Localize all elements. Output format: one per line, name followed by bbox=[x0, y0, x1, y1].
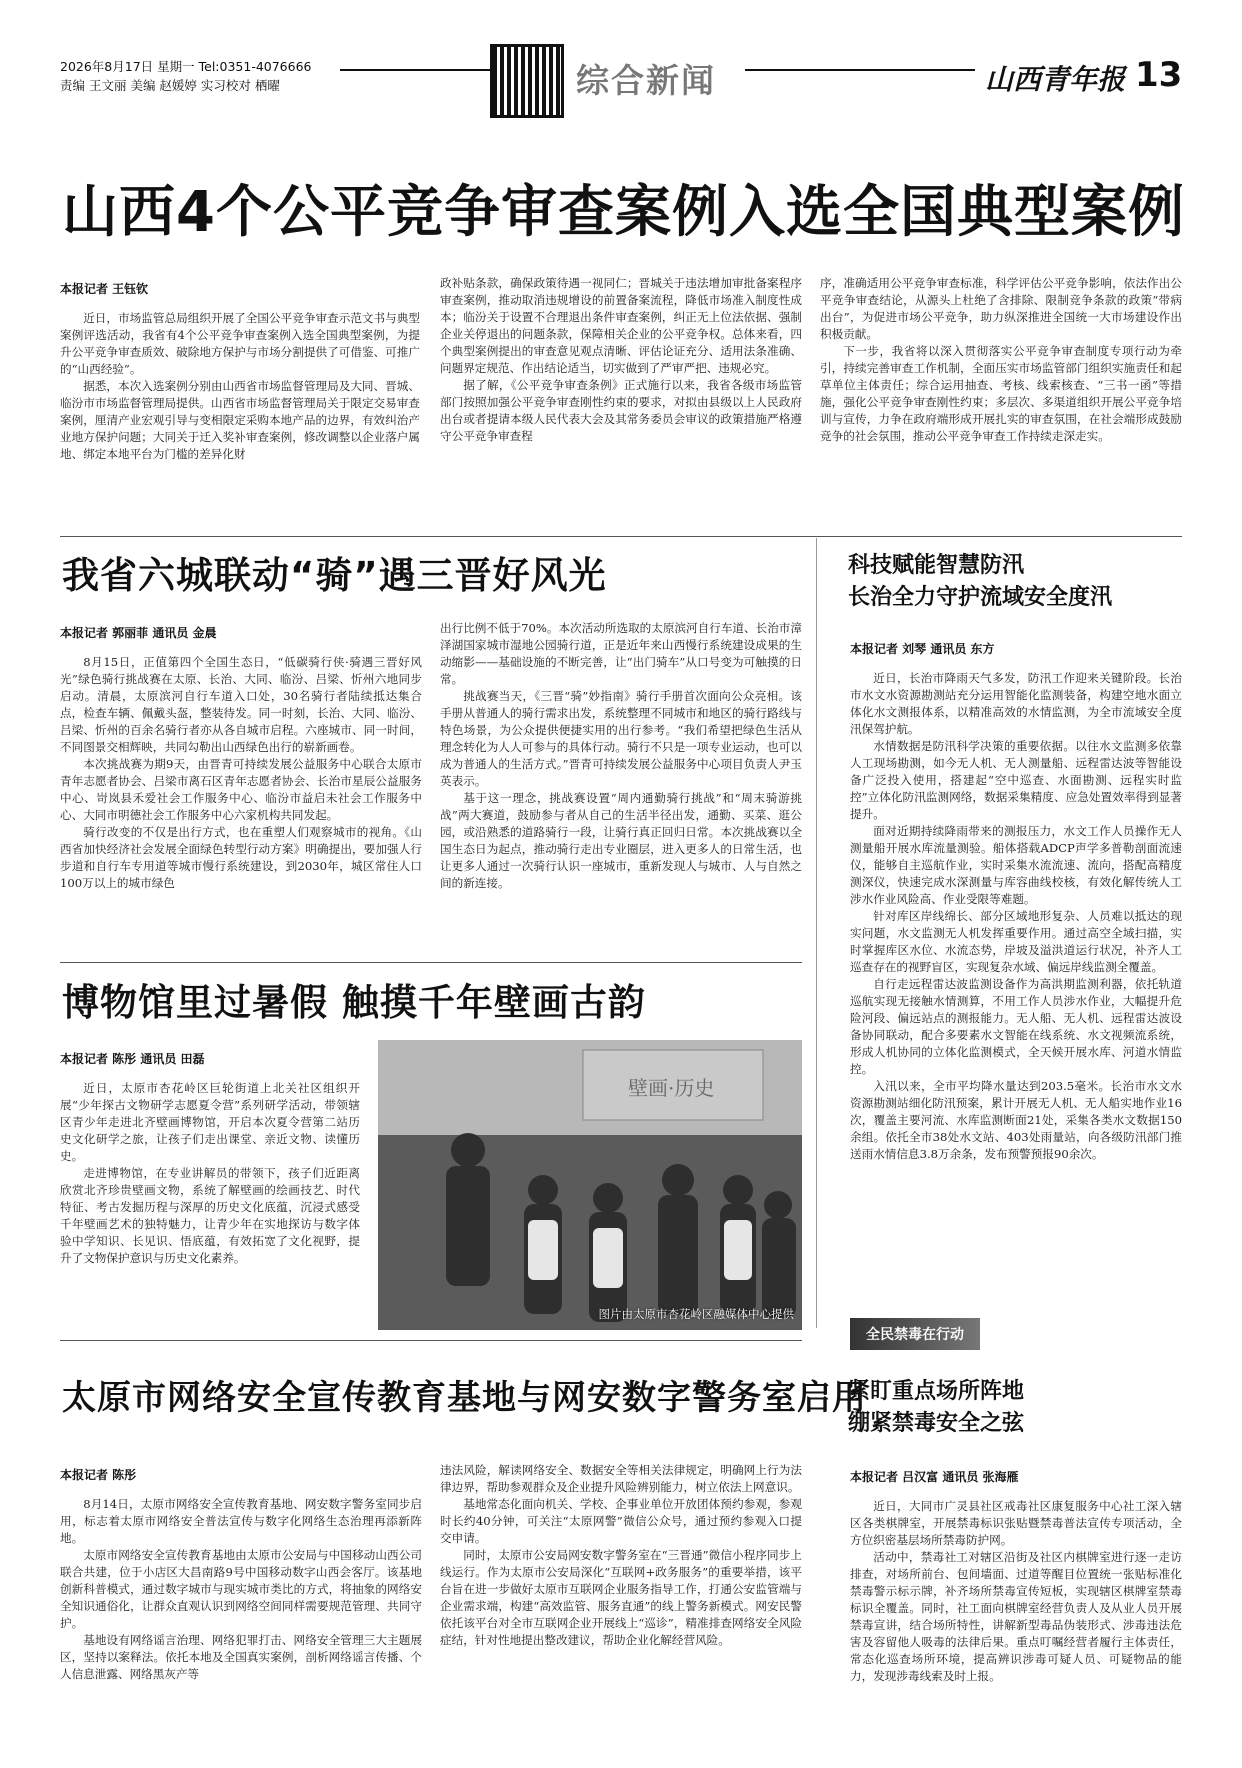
headline-museum: 博物馆里过暑假 触摸千年壁画古韵 bbox=[62, 981, 646, 1024]
byline: 本报记者 陈彤 bbox=[60, 1468, 137, 1482]
divider bbox=[60, 962, 802, 963]
article-column bbox=[440, 1462, 802, 1748]
paragraph: 近日，长治市降雨天气多发，防汛工作迎来关键阶段。长治市水文水资源勘测站充分运用智能化监测装备，构建空地水面立体化水文测报体系，以精准高效的水情监测，为全市流域安全度汛保驾护航。 bbox=[850, 671, 1182, 736]
byline: 本报记者 刘琴 通讯员 东方 bbox=[850, 642, 995, 656]
photo-caption: 图片由太原市杏花岭区融媒体中心提供 bbox=[598, 1307, 794, 1321]
article-column bbox=[440, 620, 802, 956]
article-column bbox=[440, 275, 802, 528]
wall-text: 壁画·历史 bbox=[628, 1076, 715, 1100]
paragraph: 据悉，本次入选案例分别由山西省市场监督管理局及大同、晋城、临汾市市场监督管理局提供。山西省市场监督管理局关于限定交易审查案例，厘清产业宏观引导与变相限定采购本地产品的边界，有效纠治产业地方保护问题；大同关于迁入奖补审查案例，修改调整以企业落户属地、绑定本地平台为门槛的差异化财 bbox=[60, 379, 420, 461]
qr-code[interactable] bbox=[490, 44, 564, 118]
header-rule-right bbox=[745, 69, 975, 71]
date-line: 2026年8月17日 星期一 Tel:0351-4076666 bbox=[60, 59, 312, 74]
paragraph: 骑行改变的不仅是出行方式，也在重塑人们观察城市的视角。《山西省加快经济社会发展全面绿色转型行动方案》明确提出，要加强人行步道和自行车专用道等城市慢行系统建设，到2030年，城区常住人口100万以上的城市绿色 bbox=[60, 825, 422, 890]
column-rule bbox=[816, 538, 817, 1328]
masthead-logo: 山西青年报 bbox=[985, 63, 1126, 96]
byline: 本报记者 王钰钦 bbox=[60, 282, 149, 296]
paragraph: 自行走远程雷达波监测设备作为高洪期监测利器，依托轨道巡航实现无接触水情测算，不用工作人员涉水作业，大幅提升危险河段、偏远站点的测报能力。无人船、无人机、远程雷达波设备协同联动，配合多要素水文智能在线系统、水文视频流系统，形成人机协同的立体化监测模式，全天候开展水库、河道水情监控。 bbox=[850, 977, 1182, 1076]
paragraph: 同时，太原市公安局网安数字警务室在“三晋通”微信小程序同步上线运行。作为太原市公安局深化“互联网+政务服务”的重要举措，该平台旨在进一步做好太原市互联网企业服务指导工作，打通公安监管端与企业需求端，构建“高效监管、服务直通”的线上警务新模式。网安民警依托该平台对全市互联网企业开展线上“巡诊”，精准排查网络安全风险症结，针对性地提出整改建议，帮助企业化解经营风险。 bbox=[440, 1548, 802, 1647]
paragraph: 水情数据是防汛科学决策的重要依据。以往水文监测多依靠人工现场勘测，如今无人机、无人测量船、远程雷达波等智能设备广泛投入使用，搭建起“空中巡查、水面勘测、远程实时监控”立体化防汛监测网络，数据采集精度、应急处置效率得到显著提升。 bbox=[850, 739, 1182, 821]
paragraph: 8月14日，太原市网络安全宣传教育基地、网安数字警务室同步启用，标志着太原市网络安全普法宣传与数字化网络生态治理再添新阵地。 bbox=[60, 1497, 422, 1545]
header-rule-left bbox=[340, 69, 490, 71]
paragraph: 针对库区岸线绵长、部分区域地形复杂、人员难以抵达的现实问题，水文监测无人机发挥重要作用。通过高空全域扫描，实时掌握库区水位、水流态势，岸坡及溢洪道运行状况，补齐人工巡查存在的视野盲区，实现复杂水域、偏远岸线监测全覆盖。 bbox=[850, 909, 1182, 974]
paragraph: 本次挑战赛为期9天，由晋青可持续发展公益服务中心联合太原市青年志愿者协会、吕梁市离石区青年志愿者协会、长治市星辰公益服务中心、岢岚县禾爱社会工作服务中心、临汾市益启未社会工作服务中心、大同市明德社会工作服务中心六家机构共同发起。 bbox=[60, 757, 422, 822]
headline-fair-competition: 山西4个公平竞争审查案例入选全国典型案例 bbox=[62, 180, 1185, 245]
paragraph: 违法风险，解读网络安全、数据安全等相关法律规定，明确网上行为法律边界，帮助参观群众及企业提升风险辨别能力，树立依法上网意识。 bbox=[440, 1463, 802, 1494]
paragraph: 下一步，我省将以深入贯彻落实公平竞争审查制度专项行动为牵引，持续完善审查工作机制，全面压实市场监管部门组织实施责任和起草单位主体责任；综合运用抽查、考核、线索核查、“三书一函”等措施，强化公平竞争审查刚性约束；多层次、多渠道组织开展公平竞争培训与宣传，力争在政府端形成开展扎实的审查氛围，在社会端形成鼓励竞争的社会氛围，推动公平竞争审查工作持续走深走实。 bbox=[820, 344, 1182, 443]
article-column bbox=[850, 1498, 1182, 1748]
divider bbox=[60, 536, 1182, 537]
page-number: 13 bbox=[1135, 55, 1183, 95]
paragraph: 序，准确适用公平竞争审查标准，科学评估公平竞争影响，依法作出公平竞争审查结论，从源头上杜绝了含排除、限制竞争条款的政策“带病出台”，为促进市场公平竞争，助力纵深推进全国统一大市场建设作出积极贡献。 bbox=[820, 276, 1182, 341]
article-column bbox=[820, 275, 1182, 528]
paragraph: 活动中，禁毒社工对辖区沿街及社区内棋牌室进行逐一走访排查，对场所前台、包间墙面、过道等醒目位置统一张贴标准化禁毒警示标示牌，补齐场所禁毒宣传短板，实现辖区棋牌室禁毒标识全覆盖。同时，社工面向棋牌室经营负责人及从业人员开展禁毒宣讲，结合场所特性，讲解新型毒品伪装形式、涉毒违法危害及容留他人吸毒的法律后果。重点叮嘱经营者履行主体责任，常态化巡查场所环境，提高辨识涉毒可疑人员、可疑物品的能力，发现涉毒线索及时上报。 bbox=[850, 1550, 1182, 1683]
article-column bbox=[850, 670, 1182, 1322]
paragraph: 近日，市场监管总局组织开展了全国公平竞争审查示范文书与典型案例评选活动，我省有4个公平竞争审查案例入选全国典型案例，为提升公平竞争审查质效、破除地方保护与市场分割提供了可借鉴、可推广的“山西经验”。 bbox=[60, 311, 420, 376]
paragraph: 基地常态化面向机关、学校、企事业单位开放团体预约参观，参观时长约40分钟，可关注“太原网警”微信公众号，通过预约参观入口提交申请。 bbox=[440, 1497, 802, 1545]
article-column bbox=[60, 654, 422, 956]
paragraph: 面对近期持续降雨带来的测报压力，水文工作人员操作无人测量船开展水库流量测验。船体搭载ADCP声学多普勒剖面流速仪，能够自主巡航作业，实时采集水流流速、流向，搭配高精度测深仪，快速完成水深测量与库容曲线校核，有效化解传统人工涉水作业风险高、作业受限等难题。 bbox=[850, 824, 1182, 906]
paragraph: 近日，大同市广灵县社区戒毒社区康复服务中心社工深入辖区各类棋牌室，开展禁毒标识张贴暨禁毒普法宣传专项活动，全方位织密基层场所禁毒防护网。 bbox=[850, 1499, 1182, 1547]
paragraph: 走进博物馆，在专业讲解员的带领下，孩子们近距离欣赏北齐珍贵壁画文物，系统了解壁画的绘画技艺、时代特征、考古发掘历程与深厚的历史文化底蕴，沉浸式感受千年壁画艺术的独特魅力，让青少年在实地探访与数字体验中学知识、长见识、悟底蕴，有效拓宽了文化视野，提升了文物保护意识与历史文化素养。 bbox=[60, 1166, 360, 1265]
paragraph: 据了解，《公平竞争审查条例》正式施行以来，我省各级市场监管部门按照加强公平竞争审查刚性约束的要求，对拟由县级以上人民政府出台或者提请本级人民代表大会及其常务委员会审议的政策措施严格遵守公平竞争审查程 bbox=[440, 378, 802, 443]
headline-flood-line2: 长治全力守护流域安全度汛 bbox=[848, 585, 1113, 610]
museum-photo-illustration bbox=[378, 1040, 802, 1330]
museum-photo bbox=[378, 1040, 802, 1330]
editors-line: 责编 王文丽 美编 赵媛婷 实习校对 栖曜 bbox=[60, 78, 280, 93]
headline-anti-drug-line1: 紧盯重点场所阵地 bbox=[848, 1379, 1025, 1404]
paragraph: 基地设有网络谣言治理、网络犯罪打击、网络安全管理三大主题展区，坚持以案释法。依托本地及全国真实案例，剖析网络谣言传播、个人信息泄露、网络黑灰产等 bbox=[60, 1633, 422, 1681]
paragraph: 出行比例不低于70%。本次活动所选取的太原滨河自行车道、长治市漳泽湖国家城市湿地公园骑行道，正是近年来山西慢行系统建设成果的生动缩影——基础设施的不断完善，让“出门骑车”从口号变为可触摸的日常。 bbox=[440, 621, 802, 686]
article-column bbox=[60, 310, 420, 528]
byline: 本报记者 郭丽菲 通讯员 金晨 bbox=[60, 626, 217, 640]
headline-cyber-security: 太原市网络安全宣传教育基地与网安数字警务室启用 bbox=[62, 1378, 867, 1418]
paragraph: 8月15日，正值第四个全国生态日，“低碳骑行侠·骑遇三晋好风光”绿色骑行挑战赛在太原、长治、大同、临汾、吕梁、忻州六地同步启动。清晨，太原滨河自行车道入口处，30名骑行者陆续抵达集合点，检查车辆、佩戴头盔，整装待发。同一时刻，长治、大同、临汾、吕梁、忻州的百余名骑行者亦从各自城市启程。六座城市、同一时间，不同图景交相辉映，共同勾勒出山西绿色出行的崭新画卷。 bbox=[60, 655, 422, 754]
paragraph: 近日，太原市杏花岭区巨轮街道上北关社区组织开展“少年探古文物研学志愿夏令营”系列研学活动，带领辖区青少年走进北齐壁画博物馆，开启本次夏令营第二站历史文化研学之旅，让孩子们走出课堂、亲近文物、读懂历史。 bbox=[60, 1081, 360, 1163]
anti-drug-tag: 全民禁毒在行动 bbox=[850, 1318, 980, 1350]
paragraph: 政补贴条款，确保政策待遇一视同仁；晋城关于违法增加审批备案程序审查案例，推动取消违规增设的前置备案流程，降低市场准入制度性成本；临汾关于设置不合理退出条件审查案例，纠正无上位法依据、强制企业关停退出的问题条款，保障相关企业的公平竞争权。总体来看，四个典型案例提出的审查意见观点清晰、评估论证充分、适用法条准确、问题界定规范、作出结论适当，切实做到了严审严把、违规必究。 bbox=[440, 276, 802, 375]
headline-cycling: 我省六城联动“骑”遇三晋好风光 bbox=[62, 554, 607, 597]
paragraph: 入汛以来，全市平均降水量达到203.5毫米。长治市水文水资源勘测站细化防汛预案，累计开展无人机、无人船实地作业16次，覆盖主要河流、水库监测断面21处，采集各类水文数据150余组。依托全市38处水文站、403处雨量站，向各级防汛部门推送雨水情信息3.8万余条，发布预警预报90余次。 bbox=[850, 1079, 1182, 1161]
divider bbox=[60, 1340, 802, 1341]
article-column bbox=[60, 1496, 422, 1748]
byline: 本报记者 吕汉富 通讯员 张海雁 bbox=[850, 1470, 1019, 1484]
paragraph: 基于这一理念，挑战赛设置“周内通勤骑行挑战”和“周末骑游挑战”两大赛道，鼓励参与者从自己的生活半径出发，通勤、买菜、逛公园，或沿熟悉的道路骑行一段，让骑行真正回归日常。本次挑战赛以全国生态日为起点，推动骑行走出专业圈层，进入更多人的日常生活，也让更多人通过一次骑行认识一座城市，重新发现人与城市、人与自然之间的新连接。 bbox=[440, 791, 802, 890]
byline: 本报记者 陈彤 通讯员 田磊 bbox=[60, 1052, 205, 1066]
section-title: 综合新闻 bbox=[576, 61, 716, 100]
paragraph: 太原市网络安全宣传教育基地由太原市公安局与中国移动山西公司联合共建，位于小店区大昌南路9号中国移动数字山西会客厅。该基地创新科普模式，通过数字城市与现实城市类比的方式，将抽象的网络安全知识通俗化，让群众直观认识到网络空间同样需要规范管理、共同守护。 bbox=[60, 1548, 422, 1630]
paragraph: 挑战赛当天，《三晋“骑”妙指南》骑行手册首次面向公众亮相。该手册从普通人的骑行需求出发，系统整理不同城市和地区的骑行路线与特色场景，为公众提供便捷实用的出行参考。“我们希望把绿色生活从理念转化为人人可参与的具体行动。骑行不只是一项专业运动，也可以成为普通人的生活方式。”晋青可持续发展公益服务中心项目负责人尹玉英表示。 bbox=[440, 689, 802, 788]
article-column bbox=[60, 1080, 360, 1330]
headline-flood-line1: 科技赋能智慧防汛 bbox=[848, 553, 1025, 578]
headline-anti-drug-line2: 绷紧禁毒安全之弦 bbox=[848, 1411, 1025, 1436]
